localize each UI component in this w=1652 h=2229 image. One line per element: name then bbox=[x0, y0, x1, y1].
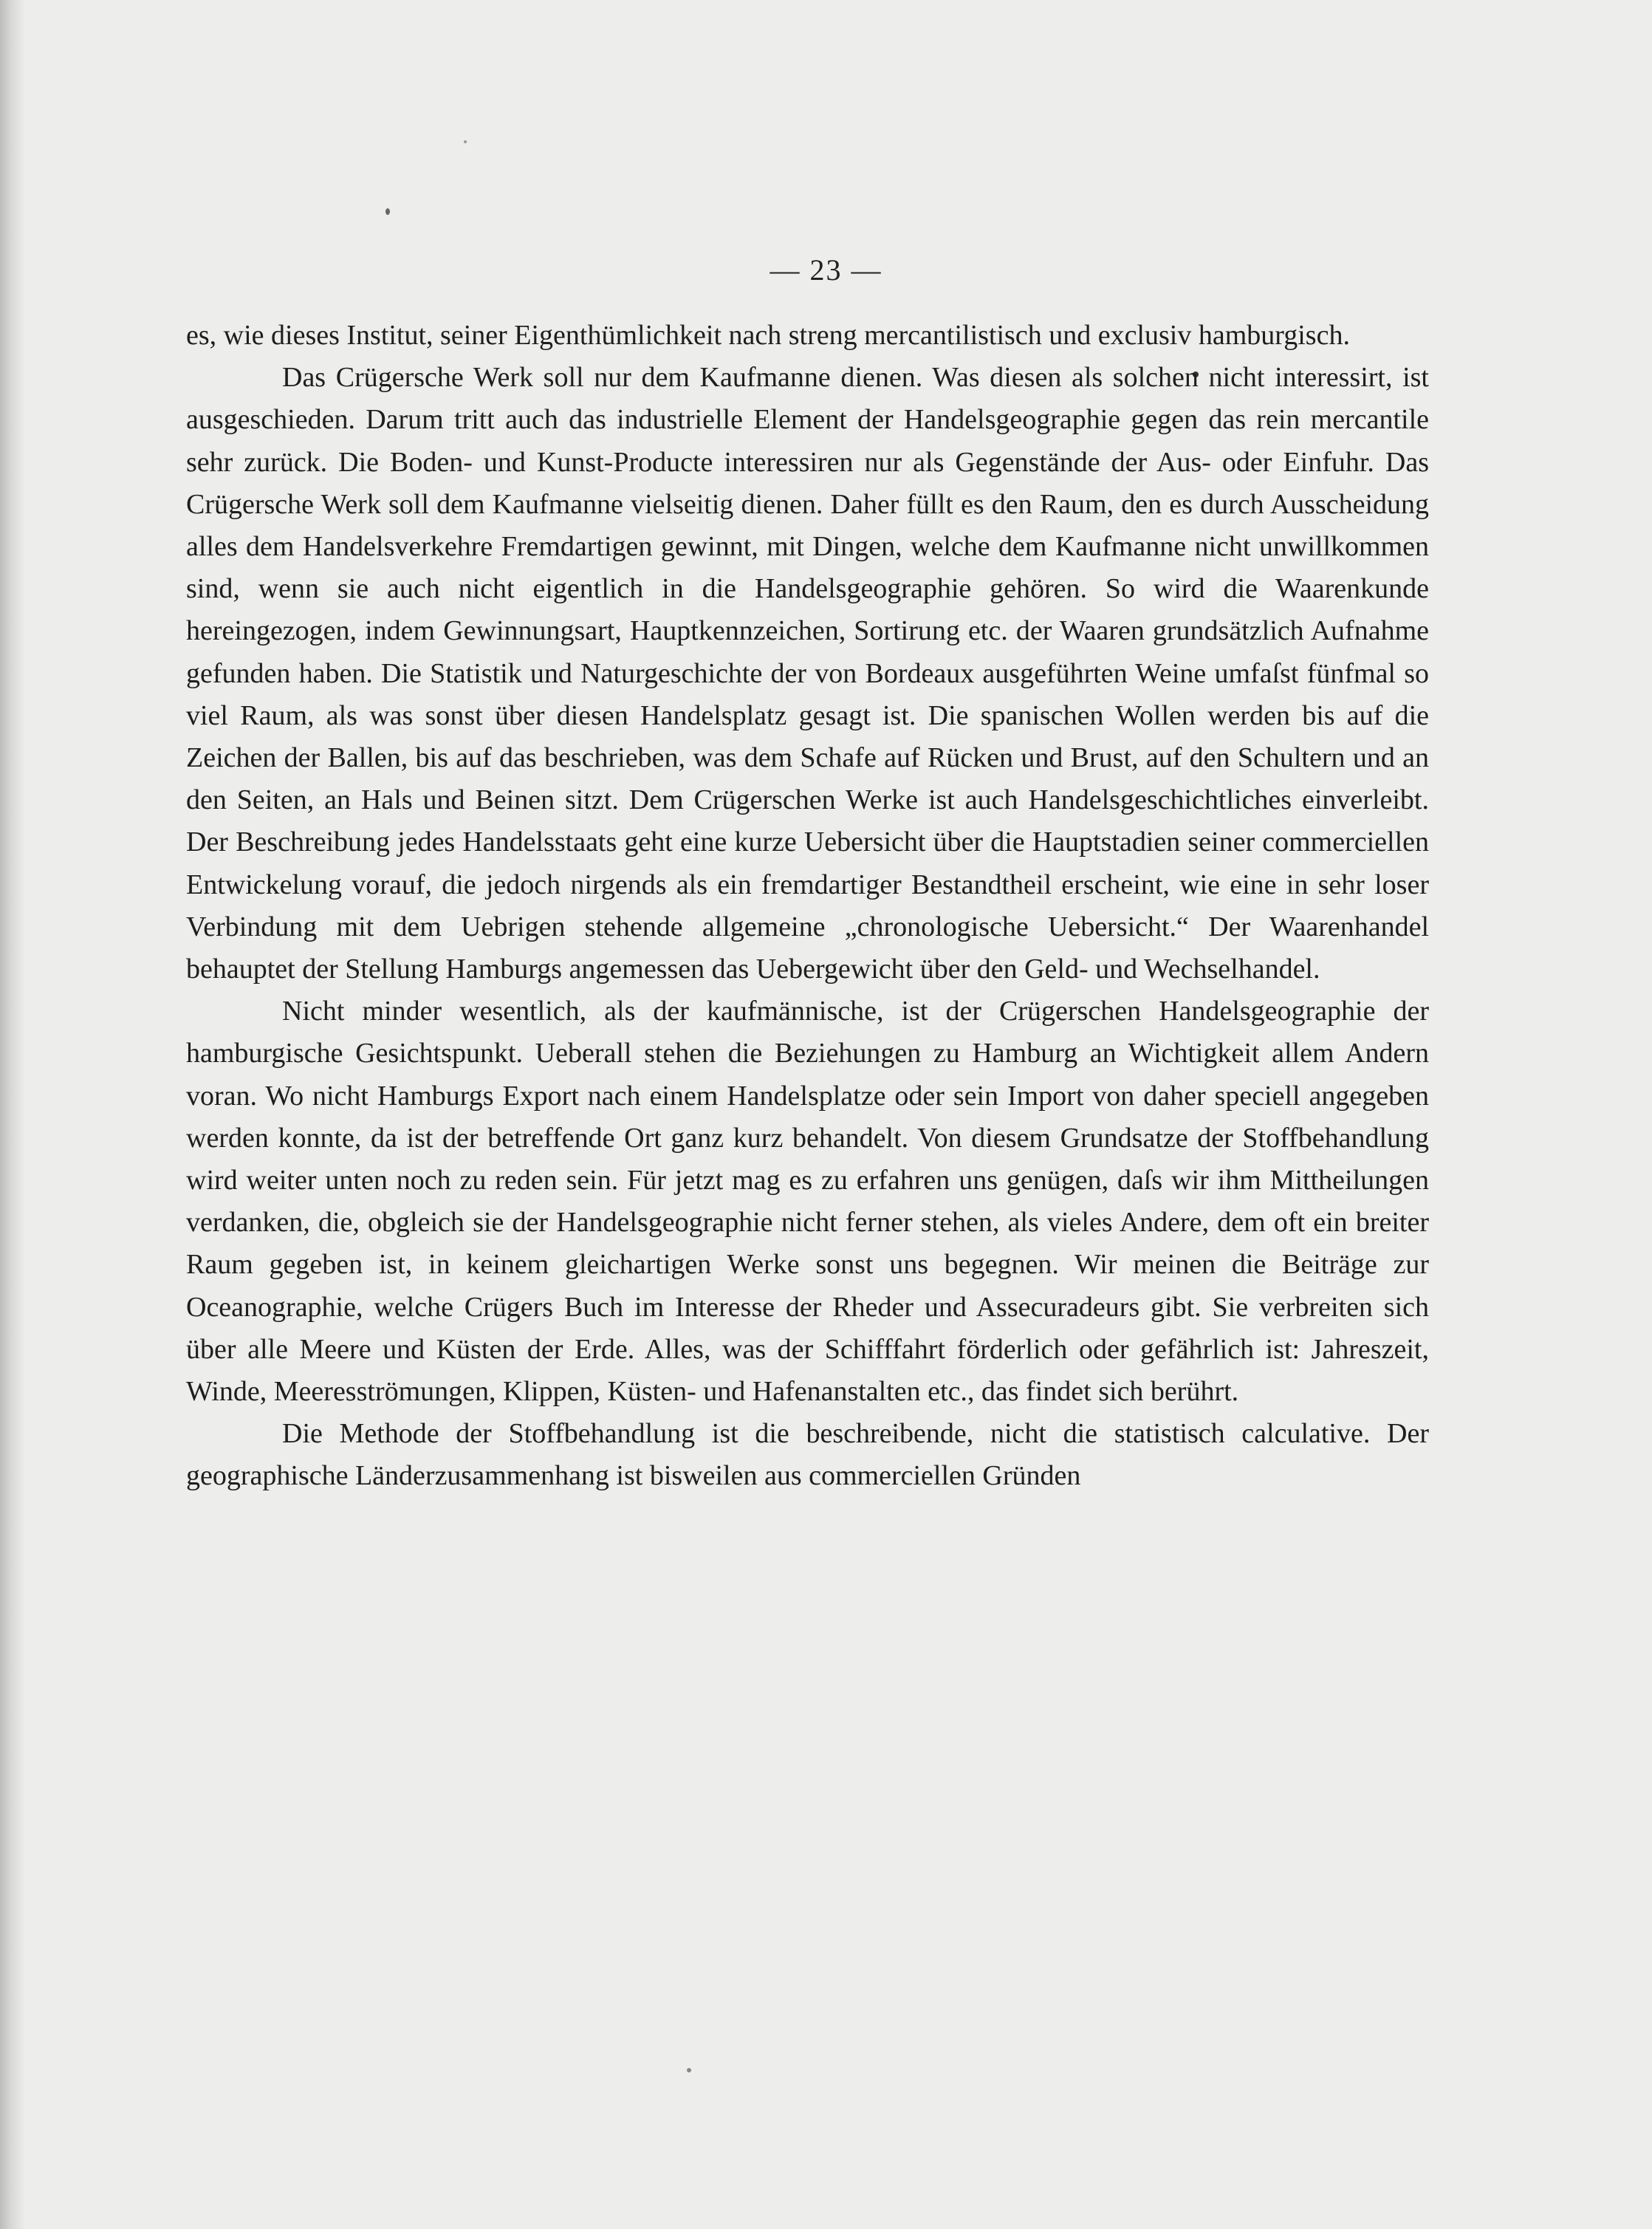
paragraph-continuation: es, wie dieses Institut, seiner Eigenthümlichkeit nach streng mercantilistisch und exclusiv hamburgisch. bbox=[186, 320, 1350, 351]
page-binding-edge bbox=[0, 0, 25, 2229]
page-number: — 23 — bbox=[770, 253, 882, 287]
paragraph: Nicht minder wesentlich, als der kaufmännische, ist der Crügerschen Handelsgeographie der hamburgische Gesichtspunkt. Ueberall stehen die Beziehungen zu Hamburg an Wichtigkeit allem Andern voran. Wo nicht Hamburgs Export nach einem Handelsplatze oder sein Import von daher speciell angegeben werden konnte, da ist der betreffende Ort ganz kurz behandelt. Von diesem Grundsatze der Stoffbehandlung wird weiter unten noch zu reden sein. Für jetzt mag es zu erfahren uns genügen, daſs wir ihm Mittheilungen verdanken, die, obgleich sie der Handelsgeographie nicht ferner stehen, als vieles Andere, dem oft ein breiter Raum gegeben ist, in keinem gleichartigen Werke sonst uns begegnen. Wir meinen die Beiträge zur Oceanographie, welche Crügers Buch im Interesse der Rheder und Assecuradeurs gibt. Sie verbreiten sich über alle Meere und Küsten der Erde. Alles, was der Schifffahrt förderlich oder gefährlich ist: Jahreszeit, Winde, Meeresströmungen, Klippen, Küsten- und Hafenanstalten etc., das findet sich berührt. bbox=[186, 996, 1429, 1408]
print-speck bbox=[687, 2068, 691, 2072]
paragraph: Die Methode der Stoffbehandlung ist die beschreibende, nicht die statistisch calculative. Der geographische Länderzusammenhang ist bisweilen aus commerciellen Gründen bbox=[186, 1418, 1429, 1492]
body-text bbox=[186, 315, 1429, 1498]
print-speck bbox=[464, 140, 467, 143]
paragraph: Das Crügersche Werk soll nur dem Kaufmanne dienen. Was diesen als solchen nicht interessirt, ist ausgeschieden. Darum tritt auch das industrielle Element der Handelsgeographie gegen das rein mercantile sehr zurück. Die Boden- und Kunst-Producte interessiren nur als Gegenstände der Aus- oder Einfuhr. Das Crügersche Werk soll dem Kaufmanne vielseitig dienen. Daher füllt es den Raum, den es durch Ausscheidung alles dem Handelsverkehre Fremdartigen gewinnt, mit Dingen, welche dem Kaufmanne nicht unwillkommen sind, wenn sie auch nicht eigentlich in die Handelsgeographie gehören. So wird die Waarenkunde hereingezogen, indem Gewinnungsart, Hauptkennzeichen, Sortirung etc. der Waaren grundsätzlich Aufnahme gefunden haben. Die Statistik und Naturgeschichte der von Bordeaux ausgeführten Weine umfaſst fünfmal so viel Raum, als was sonst über diesen Handelsplatz gesagt ist. Die spanischen Wollen werden bis auf die Zeichen der Ballen, bis auf das beschrieben, was dem Schafe auf Rücken und Brust, auf den Schultern und an den Seiten, an Hals und Beinen sitzt. Dem Crügerschen Werke ist auch Handelsgeschichtliches einverleibt. Der Beschreibung jedes Handelsstaats geht eine kurze Uebersicht über die Hauptstadien seiner commerciellen Entwickelung vorauf, die jedoch nirgends als ein fremdartiger Bestandtheil erscheint, wie eine in sehr loser Verbindung mit dem Uebrigen stehende allgemeine „chronologische Uebersicht.“ Der Waarenhandel behauptet der Stellung Hamburgs angemessen das Uebergewicht über den Geld- und Wechselhandel. bbox=[186, 362, 1429, 985]
print-speck bbox=[385, 208, 390, 215]
